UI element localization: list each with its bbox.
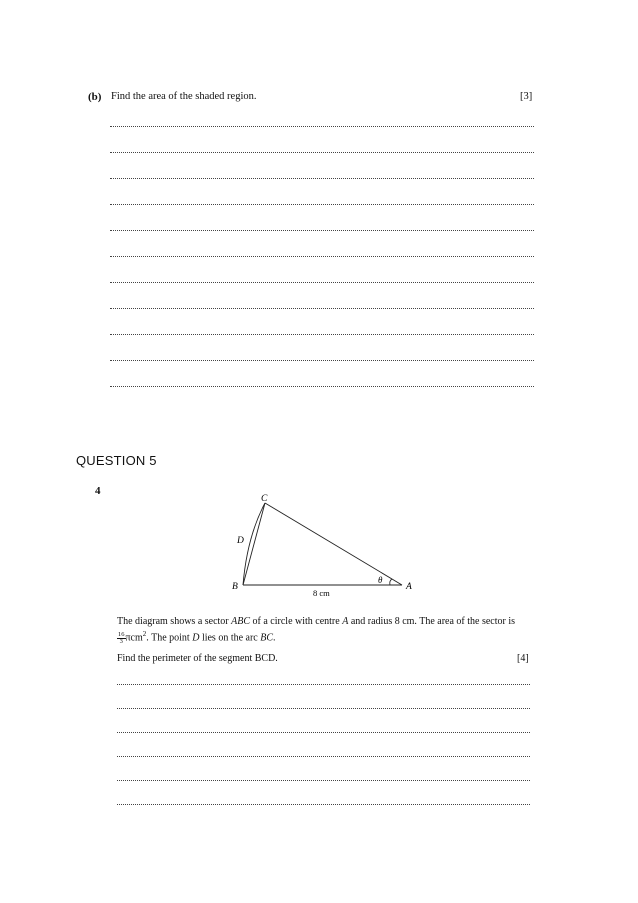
part-b-label: (b) bbox=[88, 91, 102, 103]
label-d: D bbox=[237, 536, 244, 546]
answer-line[interactable] bbox=[110, 386, 534, 387]
centre-name: A bbox=[342, 616, 349, 627]
label-b: B bbox=[232, 582, 238, 592]
radius-ac bbox=[265, 503, 402, 585]
answer-line[interactable] bbox=[117, 804, 530, 805]
text-part-2: of a circle with centre bbox=[250, 616, 343, 627]
answer-line[interactable] bbox=[110, 334, 534, 335]
question-paragraph bbox=[117, 615, 537, 645]
answer-line[interactable] bbox=[117, 732, 530, 733]
angle-arc bbox=[390, 579, 392, 585]
q4-marks: [4] bbox=[517, 653, 529, 664]
label-a: A bbox=[406, 582, 412, 592]
label-8cm: 8 cm bbox=[313, 588, 330, 598]
answer-line[interactable] bbox=[110, 308, 534, 309]
answer-line[interactable] bbox=[110, 360, 534, 361]
answer-line[interactable] bbox=[110, 256, 534, 257]
label-theta: θ bbox=[378, 575, 383, 585]
area-unit: πcm bbox=[125, 632, 143, 644]
label-c: C bbox=[261, 494, 268, 504]
answer-line[interactable] bbox=[110, 152, 534, 153]
fraction-numerator: 16 bbox=[118, 630, 125, 638]
q4-question: Find the perimeter of the segment BCD. bbox=[117, 653, 278, 664]
answer-line[interactable] bbox=[110, 204, 534, 205]
question-number: 4 bbox=[95, 485, 101, 497]
section-title: QUESTION 5 bbox=[76, 453, 157, 468]
text-part-5: lies on the arc bbox=[199, 632, 261, 644]
text-part-6: . bbox=[273, 632, 276, 644]
answer-line[interactable] bbox=[117, 780, 530, 781]
answer-line[interactable] bbox=[117, 708, 530, 709]
answer-line[interactable] bbox=[110, 178, 534, 179]
area-fraction bbox=[117, 632, 126, 645]
arc-name: BC bbox=[260, 632, 274, 644]
answer-line[interactable] bbox=[117, 684, 530, 685]
text-part-4: . The point bbox=[146, 632, 193, 644]
paragraph-line-2 bbox=[117, 628, 537, 645]
sector-name: ABC bbox=[231, 616, 251, 627]
answer-line[interactable] bbox=[110, 230, 534, 231]
sector-diagram bbox=[220, 490, 420, 602]
answer-line[interactable] bbox=[117, 756, 530, 757]
answer-line[interactable] bbox=[110, 126, 534, 127]
text-part-1: The diagram shows a sector bbox=[117, 616, 232, 627]
part-b-marks: [3] bbox=[520, 91, 533, 102]
point-name: D bbox=[192, 632, 200, 644]
part-b-question: Find the area of the shaded region. bbox=[111, 91, 257, 102]
text-part-3: and radius 8 cm. The area of the sector is bbox=[348, 616, 516, 627]
area-exponent: 2 bbox=[142, 630, 147, 638]
answer-line[interactable] bbox=[110, 282, 534, 283]
paragraph-line-1 bbox=[117, 615, 537, 628]
chord-bc bbox=[243, 503, 265, 585]
fraction-denominator: 3 bbox=[119, 637, 123, 645]
